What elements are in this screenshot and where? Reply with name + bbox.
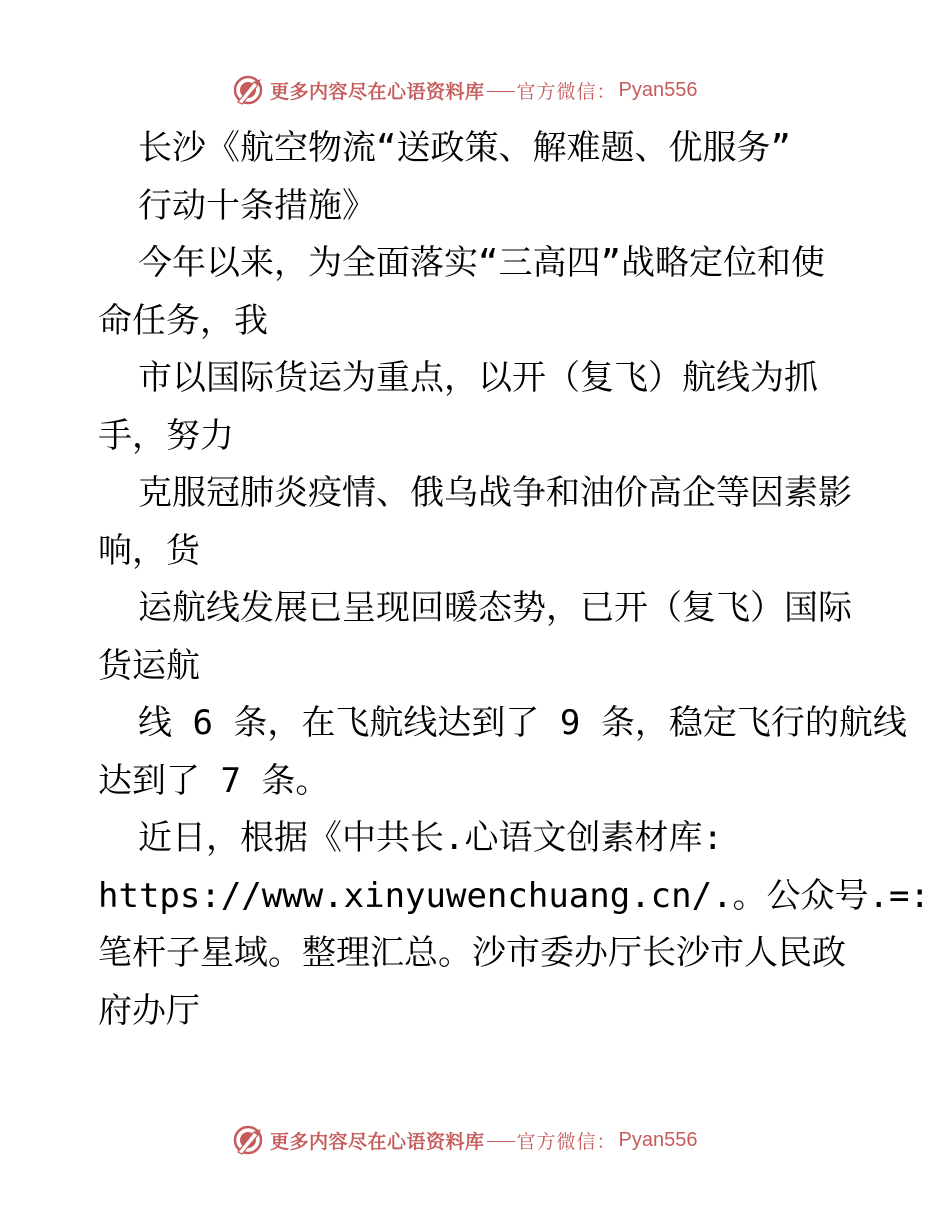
text-line: 笔杆子星域。整理汇总。沙市委办厅长沙市人民政 xyxy=(98,933,846,973)
banner-dash xyxy=(487,91,515,92)
text-line: 命任务，我 xyxy=(98,300,268,341)
text-line: 行动十条措施》 xyxy=(138,185,376,226)
banner-library-text: 更多内容尽在心语资料库 xyxy=(270,1130,485,1153)
footer-watermark-banner xyxy=(232,1122,698,1158)
pen-logo-icon xyxy=(232,1124,264,1156)
text-line: 达到了 7 条。 xyxy=(98,760,330,801)
banner-wechat-id: Pyan556 xyxy=(618,1128,698,1151)
banner-wechat-id: Pyan556 xyxy=(618,78,698,101)
text-line: 市以国际货运为重点，以开（复飞）航线为抓 xyxy=(138,358,818,398)
text-line: https://www.xinyuwenchuang.cn/.。公众号.=: xyxy=(98,875,930,916)
text-line: 近日，根据《中共长.心语文创素材库: xyxy=(138,818,723,858)
banner-wechat-label: 官方微信： xyxy=(516,1130,617,1153)
banner-wechat-label: 官方微信： xyxy=(516,80,617,103)
text-line: 响，货 xyxy=(98,530,200,571)
pen-logo-icon xyxy=(232,74,264,106)
text-line: 今年以来，为全面落实“三高四”战略定位和使 xyxy=(138,243,825,283)
text-line: 府办厅 xyxy=(98,990,200,1031)
text-line: 运航线发展已呈现回暖态势，已开（复飞）国际 xyxy=(138,588,852,628)
document-body xyxy=(98,120,930,1040)
banner-dash xyxy=(487,1141,515,1142)
text-line: 线 6 条，在飞航线达到了 9 条，稳定飞行的航线 xyxy=(138,703,907,743)
text-line: 克服冠肺炎疫情、俄乌战争和油价高企等因素影 xyxy=(138,473,852,513)
text-line: 手，努力 xyxy=(98,415,234,456)
banner-library-text: 更多内容尽在心语资料库 xyxy=(270,80,485,103)
header-watermark-banner xyxy=(232,72,698,108)
text-line: 货运航 xyxy=(98,645,200,686)
text-line: 长沙《航空物流“送政策、解难题、优服务” xyxy=(138,128,791,168)
